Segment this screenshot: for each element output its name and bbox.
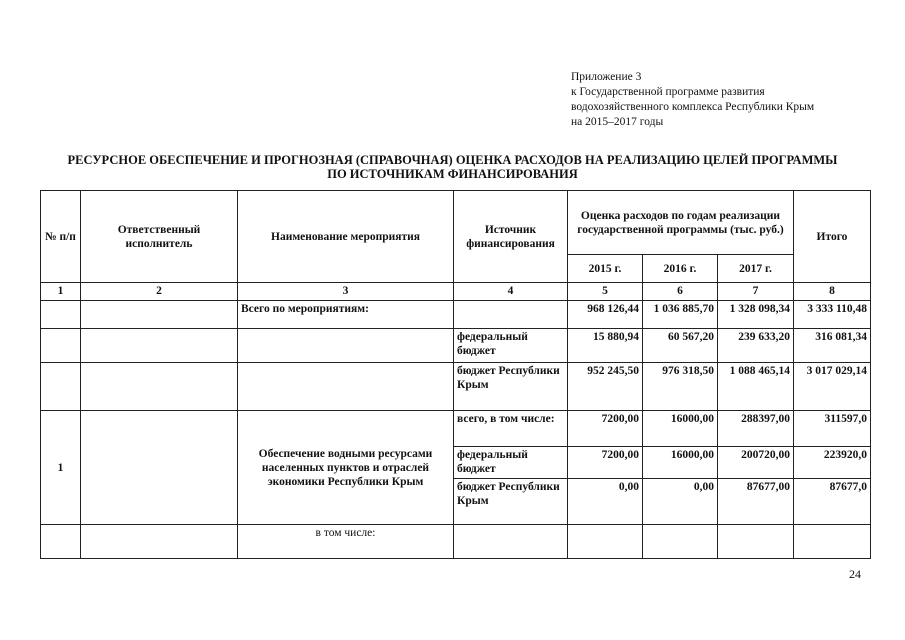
column-number: 6	[643, 283, 718, 301]
empty-cell	[238, 363, 454, 411]
including-row	[41, 525, 871, 559]
header-total: Итого	[794, 191, 871, 283]
all-2016: 1 036 885,70	[643, 301, 718, 329]
column-number: 7	[718, 283, 794, 301]
empty-cell	[794, 525, 871, 559]
all-measures-row	[41, 301, 871, 329]
column-number: 8	[794, 283, 871, 301]
column-number: 2	[81, 283, 238, 301]
item1-2017: 200720,00	[718, 447, 794, 479]
item1-source: всего, в том числе:	[454, 411, 568, 447]
empty-cell	[718, 525, 794, 559]
empty-cell	[41, 525, 81, 559]
column-number: 5	[568, 283, 643, 301]
including-label: в том числе:	[238, 525, 454, 559]
item1-total: 87677,0	[794, 479, 871, 525]
item1-2017: 288397,00	[718, 411, 794, 447]
empty-cell	[81, 329, 238, 363]
header-row	[41, 191, 871, 255]
item1-2016: 16000,00	[643, 447, 718, 479]
item1-2016: 0,00	[643, 479, 718, 525]
item1-2015: 0,00	[568, 479, 643, 525]
column-number: 4	[454, 283, 568, 301]
all-measures-label: Всего по мероприятиям:	[238, 301, 454, 329]
item1-executor	[81, 411, 238, 525]
appendix-note	[571, 70, 814, 130]
header-year-2016: 2016 г.	[643, 255, 718, 283]
empty-cell	[81, 525, 238, 559]
empty-cell	[41, 329, 81, 363]
empty-cell	[568, 525, 643, 559]
empty-cell	[41, 301, 81, 329]
appendix-line-1: Приложение 3	[571, 71, 642, 83]
appendix-line-4: на 2015–2017 годы	[571, 116, 664, 128]
column-number: 1	[41, 283, 81, 301]
federal-2015: 15 880,94	[568, 329, 643, 363]
item1-2015: 7200,00	[568, 411, 643, 447]
empty-cell	[81, 301, 238, 329]
all-2017: 1 328 098,34	[718, 301, 794, 329]
item1-source: бюджет Республики Крым	[454, 479, 568, 525]
document-title-line-1: РЕСУРСНОЕ ОБЕСПЕЧЕНИЕ И ПРОГНОЗНАЯ (СПРАВОЧНАЯ) ОЦЕНКА РАСХОДОВ НА РЕАЛИЗАЦИЮ ЦЕЛЕЙ ПРОГРАММЫ	[67, 153, 838, 167]
empty-cell	[454, 301, 568, 329]
crimea-2015: 952 245,50	[568, 363, 643, 411]
item1-2017: 87677,00	[718, 479, 794, 525]
crimea-source: бюджет Республики Крым	[454, 363, 568, 411]
federal-2017: 239 633,20	[718, 329, 794, 363]
header-num: № п/п	[41, 191, 81, 283]
item1-num: 1	[41, 411, 81, 525]
item1-name: Обеспечение водными ресурсами населенных пунктов и отраслей экономики Республики Крым	[238, 411, 454, 525]
all-total: 3 333 110,48	[794, 301, 871, 329]
federal-2016: 60 567,20	[643, 329, 718, 363]
all-2015: 968 126,44	[568, 301, 643, 329]
item1-total-row	[41, 411, 871, 447]
federal-total: 316 081,34	[794, 329, 871, 363]
appendix-line-2: к Государственной программе развития	[571, 86, 765, 98]
header-source: Источник финансирования	[454, 191, 568, 283]
document-title-line-2: ПО ИСТОЧНИКАМ ФИНАНСИРОВАНИЯ	[327, 167, 578, 181]
column-number: 3	[238, 283, 454, 301]
federal-row	[41, 329, 871, 363]
empty-cell	[238, 329, 454, 363]
crimea-total: 3 017 029,14	[794, 363, 871, 411]
empty-cell	[81, 363, 238, 411]
empty-cell	[41, 363, 81, 411]
page-number: 24	[849, 567, 861, 581]
column-number-row	[41, 283, 871, 301]
crimea-2016: 976 318,50	[643, 363, 718, 411]
item1-2016: 16000,00	[643, 411, 718, 447]
federal-source: федеральный бюджет	[454, 329, 568, 363]
item1-2015: 7200,00	[568, 447, 643, 479]
header-estimate: Оценка расходов по годам реализации государственной программы (тыс. руб.)	[568, 191, 794, 255]
crimea-row	[41, 363, 871, 411]
header-year-2015: 2015 г.	[568, 255, 643, 283]
empty-cell	[454, 525, 568, 559]
item1-source: федеральный бюджет	[454, 447, 568, 479]
appendix-line-3: водохозяйственного комплекса Республики Крым	[571, 101, 815, 113]
header-executor: Ответственный исполнитель	[81, 191, 238, 283]
document-title	[30, 153, 875, 181]
item1-total: 311597,0	[794, 411, 871, 447]
resource-table	[40, 190, 871, 559]
header-measure: Наименование мероприятия	[238, 191, 454, 283]
header-year-2017: 2017 г.	[718, 255, 794, 283]
crimea-2017: 1 088 465,14	[718, 363, 794, 411]
item1-total: 223920,0	[794, 447, 871, 479]
empty-cell	[643, 525, 718, 559]
